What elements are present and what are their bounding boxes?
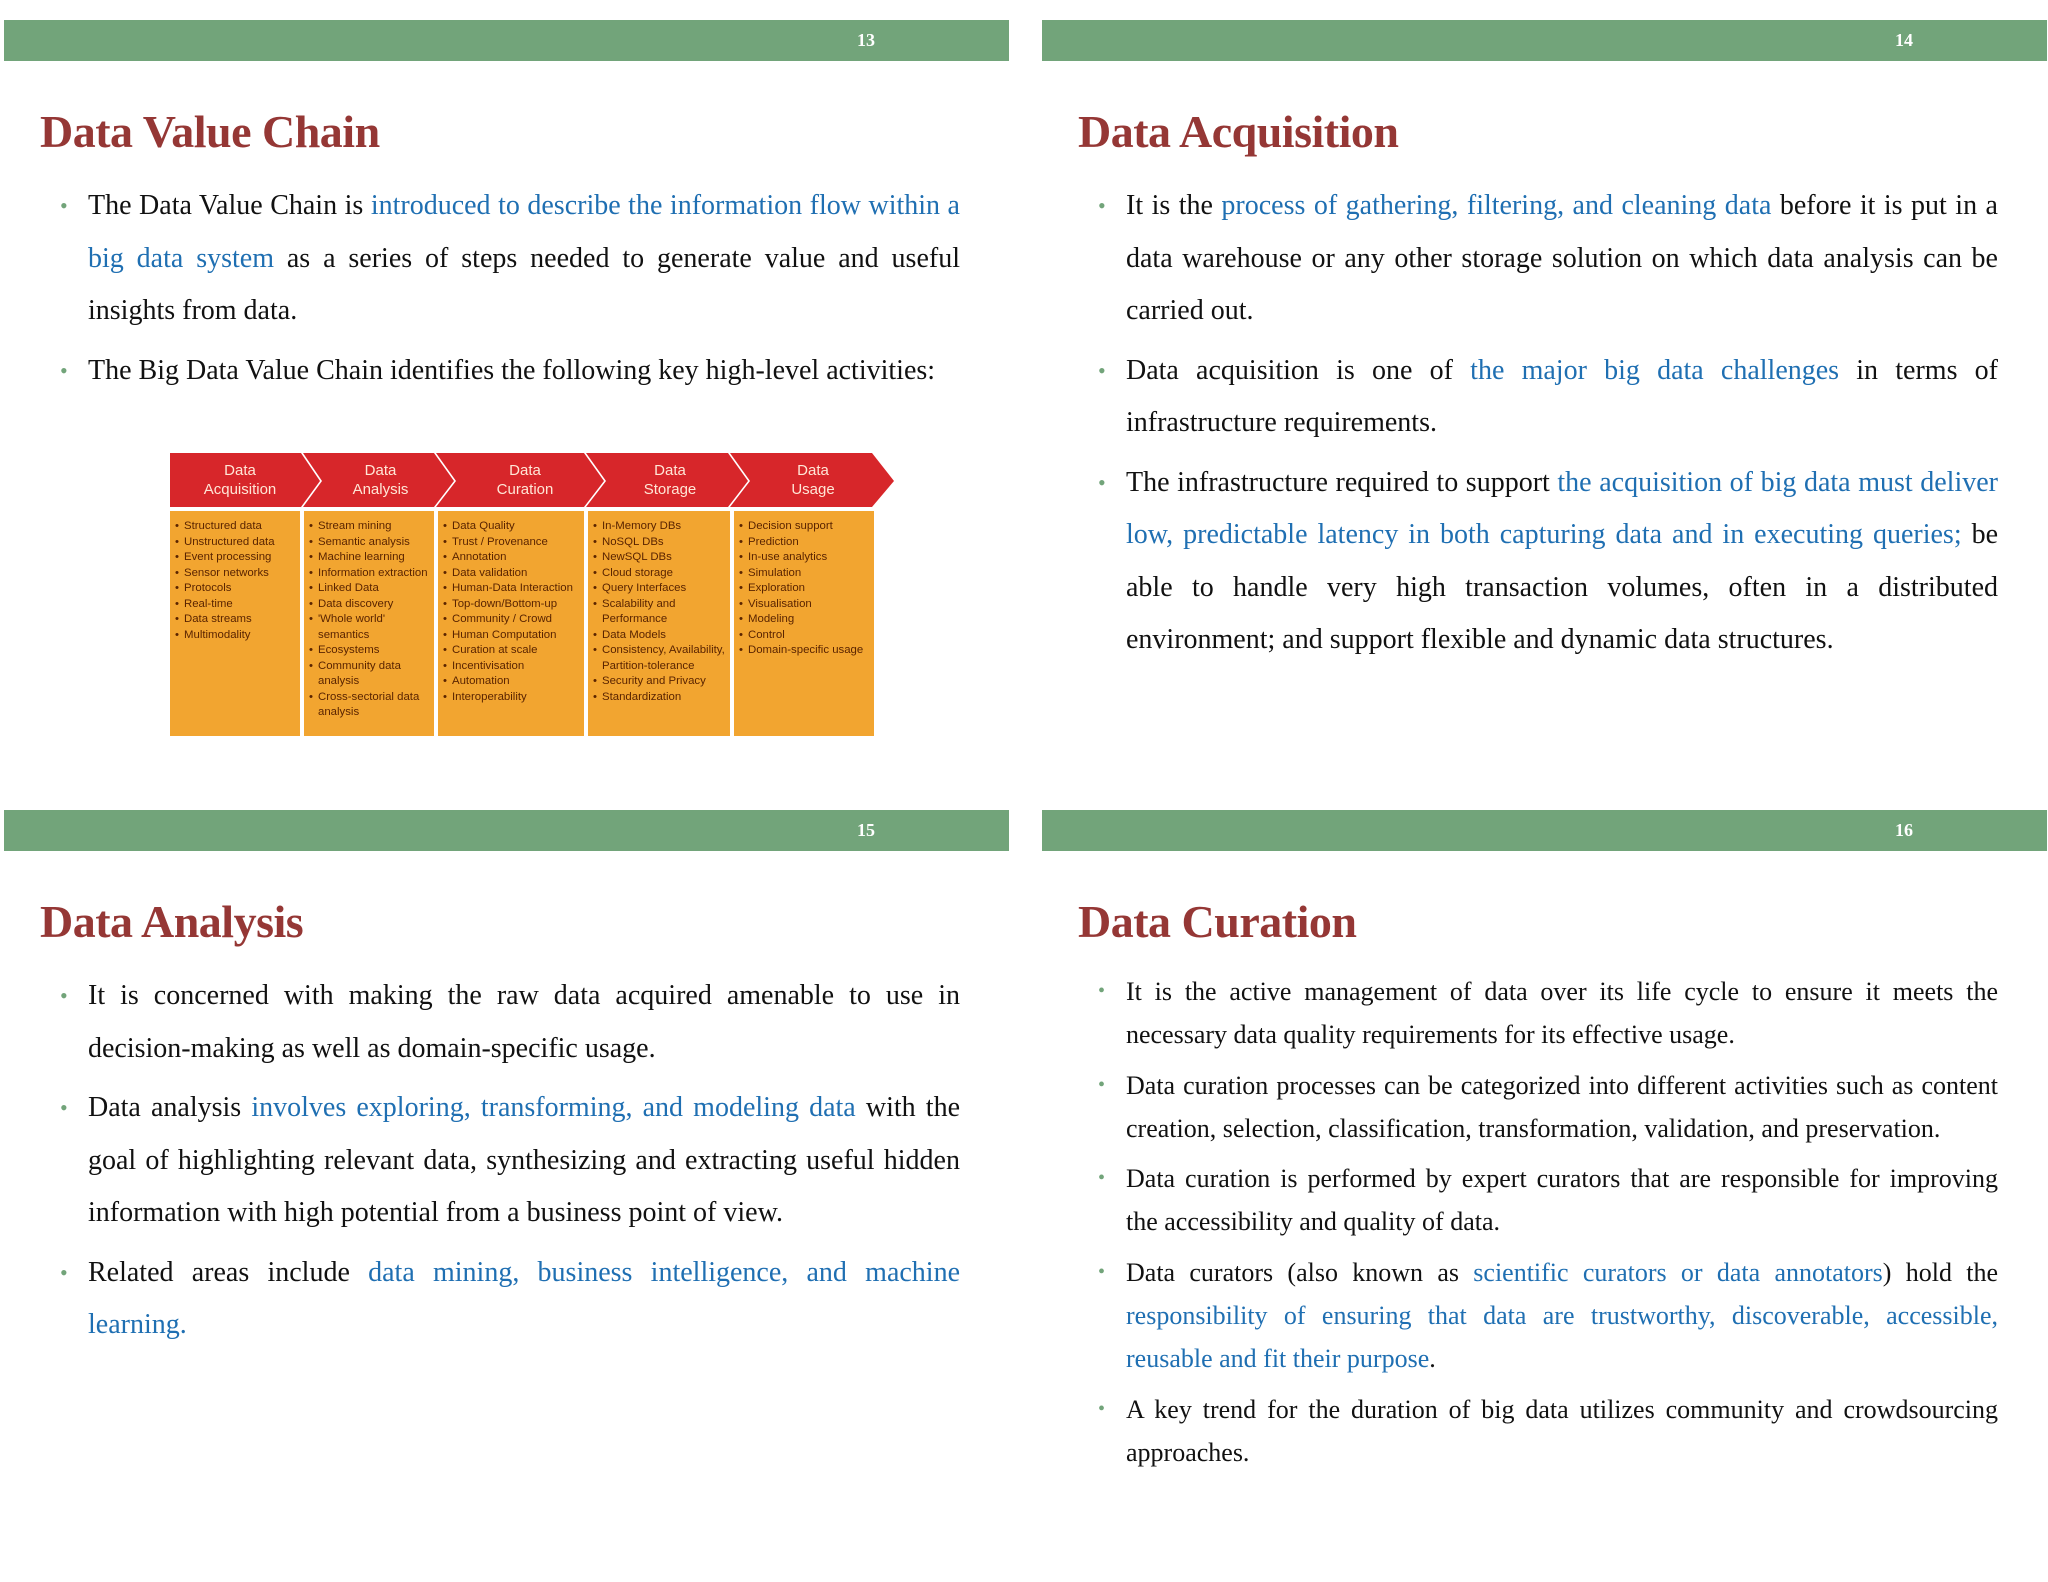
stage-item: • Machine learning [304,550,434,566]
bullet-text: as a series of steps needed to generate value and useful insights from data. [88,242,960,326]
stage-item: • Domain-specific usage [734,643,874,659]
stage-item: • Incentivisation [438,659,584,675]
stage-item: • Event processing [170,550,300,566]
bullet-item [60,970,960,1075]
bullet-text: in terms of infrastructure requirements. [1126,354,1998,438]
stage-item: • Linked Data [304,581,434,597]
slide-14 [1042,0,2047,790]
slide-number: 15 [857,820,875,840]
bullet-item [1098,457,1998,667]
bullet-item [1098,1388,1998,1475]
stage-item: • Semantic analysis [304,535,434,551]
stage-item: • 'Whole world' semantics [304,612,434,643]
stage-item: • Automation [438,674,584,690]
bullet-text: The Big Data Value Chain identifies the following key high-level activities: [88,354,936,386]
stage-item: • Cross-sectorial data analysis [304,690,434,721]
bullet-text: It is concerned with making the raw data acquired amenable to use in decision-making as well as domain-specific usage. [88,980,960,1064]
stage-item: • Modeling [734,612,874,628]
slide-title: Data Analysis [40,896,304,947]
slide-header-bar [4,810,1009,851]
stage-item: • Protocols [170,581,300,597]
slide-title: Data Value Chain [40,106,380,157]
bullet-text: Data curators (also known as [1126,1257,1474,1287]
slide-body [1098,180,1998,674]
bullet-item [1098,1157,1998,1244]
bullet-item [1098,970,1998,1057]
bullet-item [1098,1251,1998,1381]
bullet-item [60,1082,960,1240]
bullet-text: be able to handle very high transaction volumes, often in a distributed environment; and support flexible and dynamic data structures. [1126,519,1998,655]
highlighted-text: process of gathering, filtering, and cleaning data [1221,190,1772,221]
stage-column-acquisition [170,511,300,736]
stage-item: • Stream mining [304,519,434,535]
bullet-text: with the goal of highlighting relevant data, synthesizing and extracting useful hidden information with high potential from a business point of view. [88,1092,961,1228]
stage-item: • Scalability and Performance [588,597,730,628]
stage-item: • Data validation [438,566,584,582]
stage-item: • Information extraction [304,566,434,582]
stage-label-storage: Data Storage [643,462,697,498]
bullet-item [1098,180,1998,338]
slide-number: 13 [857,30,875,50]
stage-item: • Structured data [170,519,300,535]
stage-label-usage: Data Usage [791,462,835,498]
stage-item: • Data Quality [438,519,584,535]
bullet-item [1098,1064,1998,1151]
bullet-text: The Data Value Chain is [88,190,371,221]
stage-label-analysis: Data Analysis [352,462,409,498]
stage-item: • Unstructured data [170,535,300,551]
bullet-text: It is the [1126,190,1222,221]
bullet-text: It is the active management of data over its life cycle to ensure it meets the necessary data quality requirements for its effective usage. [1126,977,1998,1050]
stage-item: • Control [734,628,874,644]
stage-item: • Prediction [734,535,874,551]
slide-body [60,180,960,404]
slide-number: 14 [1895,30,1913,50]
highlighted-text: introduced to describe the information flow within a big data system [88,190,960,274]
stage-item: • NewSQL DBs [588,550,730,566]
stage-item: • Exploration [734,581,874,597]
highlighted-text: scientific curators or data annotators [1473,1257,1883,1287]
bullet-text: Data acquisition is one of [1126,354,1471,386]
highlighted-text: the major big data challenges [1470,354,1840,386]
stage-item: • Data discovery [304,597,434,613]
highlighted-text: the acquisition of big data must deliver low, predictable latency in both capturing data and in executing queries; [1126,466,1998,550]
stage-item: • NoSQL DBs [588,535,730,551]
stage-item: • Visualisation [734,597,874,613]
stage-item: • Security and Privacy [588,674,730,690]
stage-item: • Cloud storage [588,566,730,582]
stage-item: • Query Interfaces [588,581,730,597]
bullet-text: Related areas include [88,1256,369,1288]
stage-item: • Human-Data Interaction [438,581,584,597]
stage-column-analysis [304,511,434,736]
stage-label-acquisition: Data Acquisition [203,462,277,498]
stage-label-curation: Data Curation [496,462,554,498]
stage-item: • Community / Crowd [438,612,584,628]
stage-item: • Top-down/Bottom-up [438,597,584,613]
stage-column-curation [438,511,584,736]
slide-header-bar [4,20,1009,61]
bullet-text: The infrastructure required to support [1126,466,1558,498]
stage-item: • Interoperability [438,690,584,706]
stage-item: • Consistency, Availability, Partition-tolerance [588,643,730,674]
bullet-text: A key trend for the duration of big data utilizes community and crowdsourcing approaches. [1126,1394,1998,1467]
slide-body [60,970,960,1359]
stage-item: • Ecosystems [304,643,434,659]
stage-column-storage [588,511,730,736]
bullet-item [1098,345,1998,450]
bullet-text: ) hold the [1882,1257,1999,1287]
stage-item: • Standardization [588,690,730,706]
slide-body [1098,970,1998,1481]
stage-column-usage [734,511,874,736]
slide-title: Data Curation [1078,896,1357,947]
bullet-text: before it is put in a data warehouse or any other storage solution on which data analysis can be carried out. [1126,190,1998,326]
bullet-item [60,345,960,398]
slide-header-bar [1042,20,2047,61]
bullet-text: . [1429,1344,1436,1374]
stage-item: • Annotation [438,550,584,566]
highlighted-text: responsibility of ensuring that data are trustworthy, discoverable, accessible, reusable and fit their purpose [1126,1301,1998,1374]
stage-item: • In-use analytics [734,550,874,566]
stage-item: • Data streams [170,612,300,628]
value-chain-diagram [170,453,895,738]
bullet-text: Data curation is performed by expert curators that are responsible for improving the accessibility and quality of data. [1126,1164,1998,1237]
stage-item: • Real-time [170,597,300,613]
stage-item: • Sensor networks [170,566,300,582]
bullet-text: Data analysis [88,1092,252,1123]
highlighted-text: data mining, business intelligence, and machine learning. [88,1256,961,1340]
slide-title: Data Acquisition [1078,106,1399,157]
stage-item: • Human Computation [438,628,584,644]
highlighted-text: involves exploring, transforming, and modeling data [251,1092,856,1123]
stage-item: • Multimodality [170,628,300,644]
stage-item: • Simulation [734,566,874,582]
bullet-item [60,1247,960,1352]
slide-number: 16 [1895,820,1913,840]
bullet-text: Data curation processes can be categorized into different activities such as content creation, selection, classification, transformation, validation, and preservation. [1126,1070,1998,1143]
stage-item: • Data Models [588,628,730,644]
stage-item: • Curation at scale [438,643,584,659]
slide-header-bar [1042,810,2047,851]
slide-16 [1042,790,2047,1580]
stage-item: • Trust / Provenance [438,535,584,551]
bullet-item [60,180,960,338]
stage-item: • In-Memory DBs [588,519,730,535]
slide-15 [4,790,1009,1580]
stage-item: • Community data analysis [304,659,434,690]
stage-item: • Decision support [734,519,874,535]
